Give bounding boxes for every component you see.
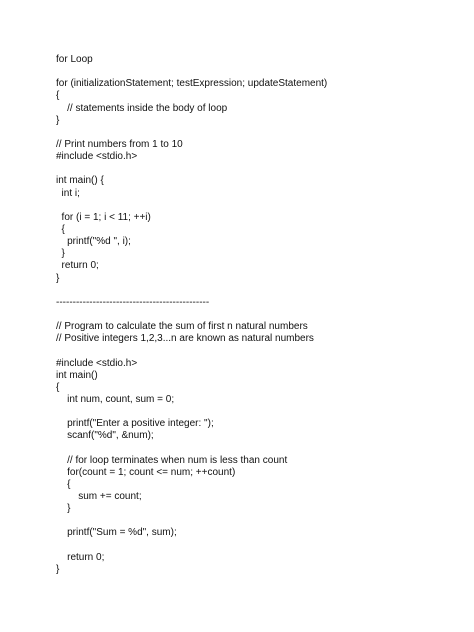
code-line: printf("Sum = %d", sum); — [56, 527, 177, 539]
code-line: // Positive integers 1,2,3...n are known as natural numbers — [56, 333, 314, 345]
code-line: printf("Enter a positive integer: "); — [56, 418, 214, 430]
code-line: printf("%d ", i); — [56, 236, 131, 248]
code-line: // Print numbers from 1 to 10 — [56, 138, 183, 150]
blank-line — [56, 66, 456, 78]
code-line: #include <stdio.h> — [56, 357, 138, 369]
blank-line — [56, 515, 456, 527]
code-line: } — [56, 503, 71, 515]
code-line: } — [56, 114, 60, 126]
code-line: // statements inside the body of loop — [56, 102, 228, 114]
code-line: sum += count; — [56, 491, 142, 503]
code-line: } — [56, 248, 65, 260]
code-line: int i; — [56, 187, 80, 199]
code-line: for(count = 1; count <= num; ++count) — [56, 466, 236, 478]
code-line: #include <stdio.h> — [56, 151, 138, 163]
code-line: // for loop terminates when num is less than count — [56, 454, 288, 466]
blank-line — [56, 309, 456, 321]
code-line: return 0; — [56, 551, 105, 563]
blank-line — [56, 285, 456, 297]
blank-line — [56, 163, 456, 175]
code-line: { — [56, 478, 71, 490]
code-line: { — [56, 90, 60, 102]
blank-line — [56, 127, 456, 139]
code-line: for (i = 1; i < 11; ++i) — [56, 211, 151, 223]
code-line: { — [56, 223, 65, 235]
doc-title: for Loop — [56, 54, 93, 65]
blank-line — [56, 540, 456, 552]
document-page — [56, 54, 456, 576]
blank-line — [56, 345, 456, 357]
code-line: int main() — [56, 369, 98, 381]
code-line: return 0; — [56, 260, 99, 272]
separator-line: ---------------------------------------------- — [56, 296, 210, 308]
blank-line — [56, 443, 456, 455]
blank-line — [56, 406, 456, 418]
code-line: int main() { — [56, 175, 104, 187]
code-line: for (initializationStatement; testExpression; updateStatement) — [56, 78, 328, 90]
code-line: scanf("%d", &num); — [56, 430, 154, 442]
code-line: // Program to calculate the sum of first n natural numbers — [56, 321, 308, 333]
code-line: } — [56, 272, 60, 284]
blank-line — [56, 200, 456, 212]
code-line: int num, count, sum = 0; — [56, 393, 175, 405]
code-line: } — [56, 563, 60, 575]
code-line: { — [56, 381, 60, 393]
